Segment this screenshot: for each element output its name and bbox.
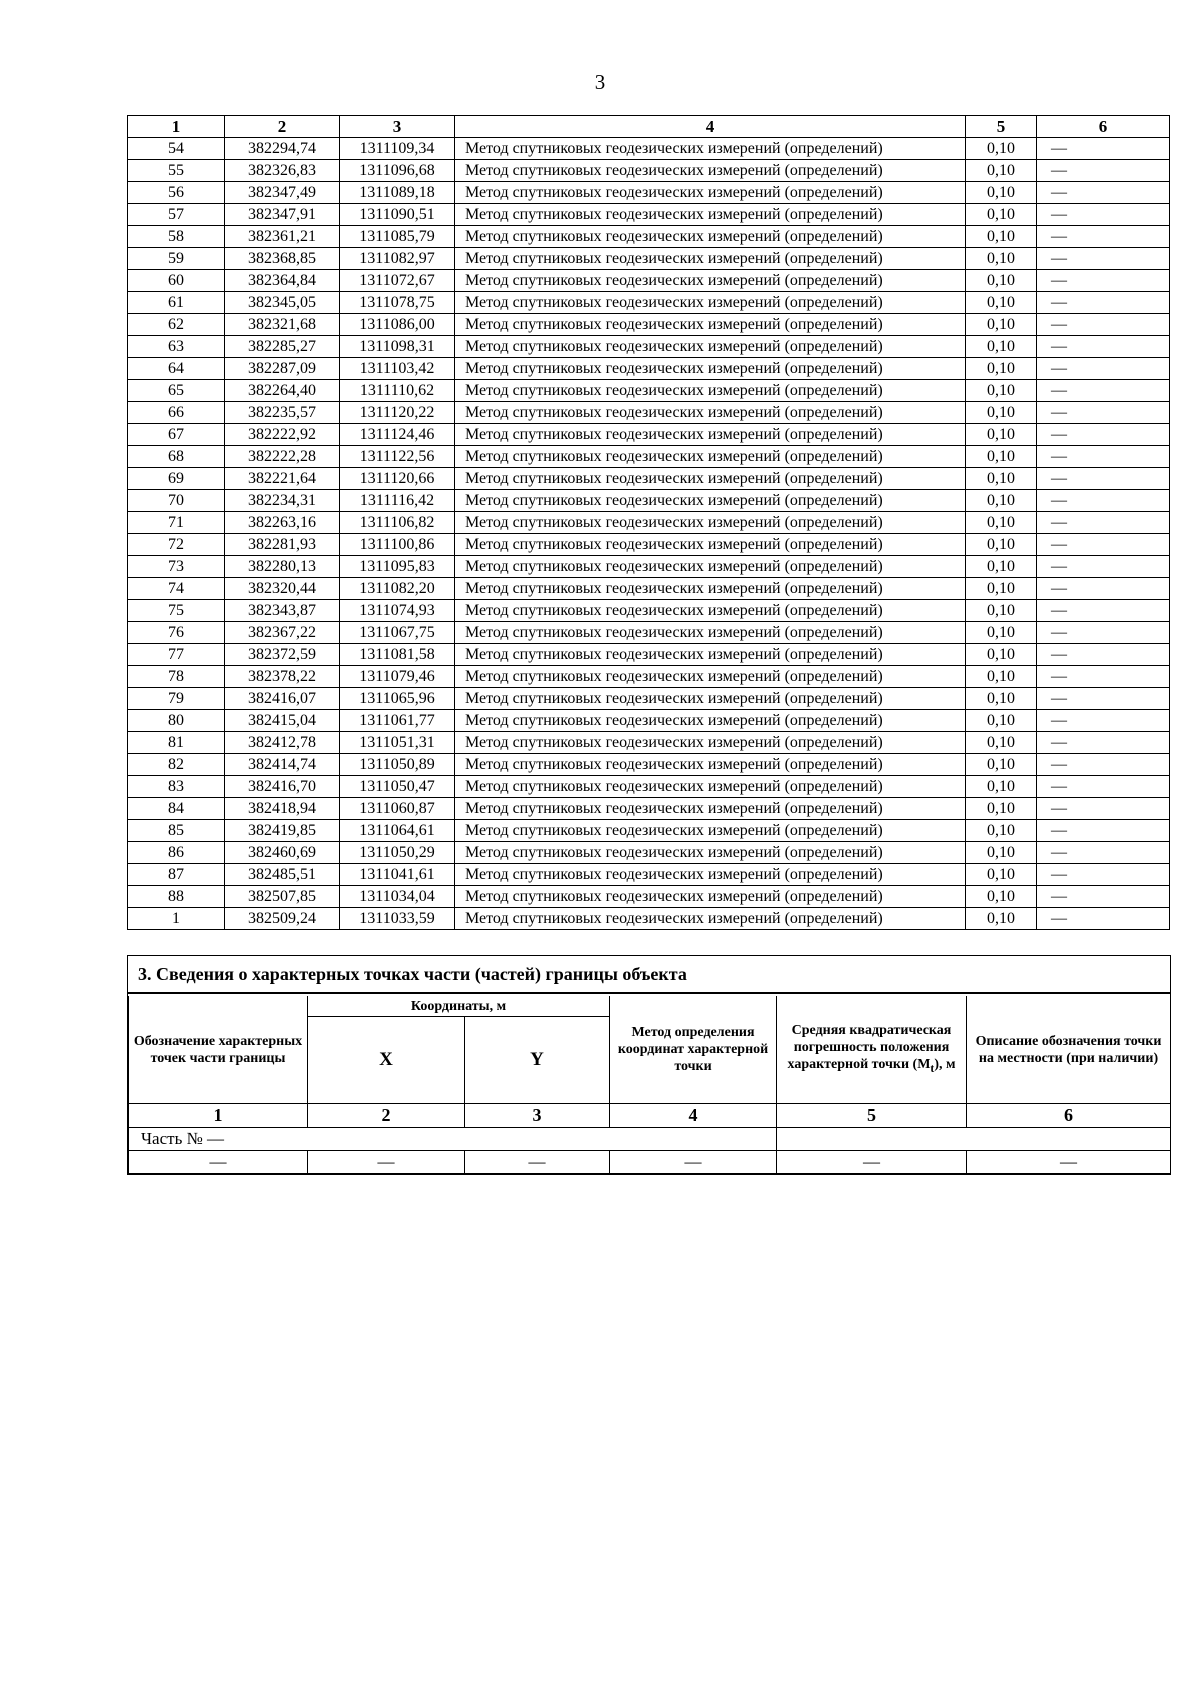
description-cell: — [1037, 468, 1170, 490]
point-number-cell: 84 [128, 798, 225, 820]
y-coordinate-cell: 1311050,89 [340, 754, 455, 776]
method-cell: Метод спутниковых геодезических измерений (определений) [455, 820, 966, 842]
y-coordinate-cell: 1311041,61 [340, 864, 455, 886]
point-number-cell: 58 [128, 226, 225, 248]
description-cell: — [1037, 336, 1170, 358]
method-cell: Метод спутниковых геодезических измерений (определений) [455, 248, 966, 270]
x-coordinate-cell: 382372,59 [225, 644, 340, 666]
coordinates-table [127, 115, 1170, 930]
table-row [128, 556, 1170, 578]
accuracy-cell: 0,10 [966, 644, 1037, 666]
method-cell: Метод спутниковых геодезических измерений (определений) [455, 424, 966, 446]
description-cell: — [1037, 358, 1170, 380]
x-coordinate-cell: 382412,78 [225, 732, 340, 754]
method-cell: Метод спутниковых геодезических измерений (определений) [455, 468, 966, 490]
y-coordinate-cell: 1311065,96 [340, 688, 455, 710]
table-row [128, 732, 1170, 754]
y-coordinate-cell: 1311120,66 [340, 468, 455, 490]
table-row [128, 402, 1170, 424]
accuracy-cell: 0,10 [966, 270, 1037, 292]
method-cell: Метод спутниковых геодезических измерений (определений) [455, 886, 966, 908]
point-number-cell: 86 [128, 842, 225, 864]
description-cell: — [1037, 556, 1170, 578]
table-row [128, 776, 1170, 798]
description-cell: — [1037, 512, 1170, 534]
point-number-cell: 61 [128, 292, 225, 314]
y-coordinate-cell: 1311106,82 [340, 512, 455, 534]
point-number-cell: 56 [128, 182, 225, 204]
y-coordinate-cell: 1311033,59 [340, 908, 455, 930]
point-number-cell: 79 [128, 688, 225, 710]
method-cell: Метод спутниковых геодезических измерений (определений) [455, 534, 966, 556]
error-header-unit: ), м [934, 1057, 956, 1073]
y-coordinate-cell: 1311067,75 [340, 622, 455, 644]
accuracy-cell: 0,10 [966, 908, 1037, 930]
x-coordinate-cell: 382264,40 [225, 380, 340, 402]
description-cell: — [1037, 424, 1170, 446]
x-coordinate-cell: 382415,04 [225, 710, 340, 732]
table-row [128, 908, 1170, 930]
column-number-5: 5 [966, 116, 1037, 138]
part-empty-row [129, 1151, 1171, 1174]
x-coordinate-cell: 382364,84 [225, 270, 340, 292]
table-row [128, 622, 1170, 644]
description-cell: — [1037, 226, 1170, 248]
table-row [128, 842, 1170, 864]
x-coordinate-cell: 382287,09 [225, 358, 340, 380]
part-label-blank [777, 1128, 1171, 1151]
method-cell: Метод спутниковых геодезических измерений (определений) [455, 908, 966, 930]
x-coordinate-cell: 382294,74 [225, 138, 340, 160]
y-coordinate-cell: 1311050,47 [340, 776, 455, 798]
y-coordinate-cell: 1311074,93 [340, 600, 455, 622]
description-cell: — [1037, 666, 1170, 688]
accuracy-cell: 0,10 [966, 666, 1037, 688]
point-number-cell: 57 [128, 204, 225, 226]
designation-header: Обозначение характерных точек части границы [129, 996, 308, 1104]
description-header: Описание обозначения точки на местности (при наличии) [967, 996, 1171, 1104]
table-row [128, 204, 1170, 226]
point-number-cell: 80 [128, 710, 225, 732]
accuracy-cell: 0,10 [966, 534, 1037, 556]
accuracy-cell: 0,10 [966, 138, 1037, 160]
description-cell: — [1037, 820, 1170, 842]
description-cell: — [1037, 886, 1170, 908]
point-number-cell: 1 [128, 908, 225, 930]
method-cell: Метод спутниковых геодезических измерений (определений) [455, 842, 966, 864]
part-points-table [128, 996, 1171, 1174]
point-number-cell: 64 [128, 358, 225, 380]
empty-cell-1: — [129, 1151, 308, 1174]
method-cell: Метод спутниковых геодезических измерений (определений) [455, 754, 966, 776]
x-header: X [308, 1017, 465, 1104]
method-cell: Метод спутниковых геодезических измерений (определений) [455, 864, 966, 886]
accuracy-cell: 0,10 [966, 842, 1037, 864]
y-header: Y [465, 1017, 610, 1104]
accuracy-cell: 0,10 [966, 226, 1037, 248]
description-cell: — [1037, 600, 1170, 622]
point-number-cell: 76 [128, 622, 225, 644]
y-coordinate-cell: 1311082,97 [340, 248, 455, 270]
method-cell: Метод спутниковых геодезических измерений (определений) [455, 776, 966, 798]
part-column-number-2: 2 [308, 1104, 465, 1128]
accuracy-cell: 0,10 [966, 160, 1037, 182]
table-row [128, 578, 1170, 600]
description-cell: — [1037, 842, 1170, 864]
table-row [128, 358, 1170, 380]
column-number-3: 3 [340, 116, 455, 138]
method-cell: Метод спутниковых геодезических измерений (определений) [455, 578, 966, 600]
column-number-1: 1 [128, 116, 225, 138]
point-number-cell: 72 [128, 534, 225, 556]
point-number-cell: 54 [128, 138, 225, 160]
y-coordinate-cell: 1311082,20 [340, 578, 455, 600]
method-cell: Метод спутниковых геодезических измерений (определений) [455, 732, 966, 754]
accuracy-cell: 0,10 [966, 182, 1037, 204]
point-number-cell: 60 [128, 270, 225, 292]
x-coordinate-cell: 382347,49 [225, 182, 340, 204]
method-cell: Метод спутниковых геодезических измерений (определений) [455, 666, 966, 688]
y-coordinate-cell: 1311078,75 [340, 292, 455, 314]
description-cell: — [1037, 908, 1170, 930]
method-cell: Метод спутниковых геодезических измерений (определений) [455, 402, 966, 424]
y-coordinate-cell: 1311095,83 [340, 556, 455, 578]
table-row [128, 138, 1170, 160]
description-cell: — [1037, 248, 1170, 270]
method-cell: Метод спутниковых геодезических измерений (определений) [455, 710, 966, 732]
y-coordinate-cell: 1311116,42 [340, 490, 455, 512]
method-cell: Метод спутниковых геодезических измерений (определений) [455, 336, 966, 358]
description-cell: — [1037, 292, 1170, 314]
table-row [128, 754, 1170, 776]
x-coordinate-cell: 382460,69 [225, 842, 340, 864]
point-number-cell: 67 [128, 424, 225, 446]
x-coordinate-cell: 382418,94 [225, 798, 340, 820]
accuracy-cell: 0,10 [966, 886, 1037, 908]
table-row [128, 710, 1170, 732]
point-number-cell: 85 [128, 820, 225, 842]
method-cell: Метод спутниковых геодезических измерений (определений) [455, 688, 966, 710]
method-cell: Метод спутниковых геодезических измерений (определений) [455, 446, 966, 468]
y-coordinate-cell: 1311124,46 [340, 424, 455, 446]
accuracy-cell: 0,10 [966, 468, 1037, 490]
coordinates-table-body [128, 138, 1170, 930]
y-coordinate-cell: 1311079,46 [340, 666, 455, 688]
table-row [128, 534, 1170, 556]
y-coordinate-cell: 1311064,61 [340, 820, 455, 842]
part-label-row [129, 1128, 1171, 1151]
accuracy-cell: 0,10 [966, 424, 1037, 446]
description-cell: — [1037, 732, 1170, 754]
y-coordinate-cell: 1311096,68 [340, 160, 455, 182]
section-3 [127, 955, 1171, 1175]
part-column-number-5: 5 [777, 1104, 967, 1128]
description-cell: — [1037, 864, 1170, 886]
section-3-title: 3. Сведения о характерных точках части (частей) границы объекта [128, 956, 1170, 994]
y-coordinate-cell: 1311089,18 [340, 182, 455, 204]
accuracy-cell: 0,10 [966, 732, 1037, 754]
description-cell: — [1037, 534, 1170, 556]
x-coordinate-cell: 382367,22 [225, 622, 340, 644]
column-number-4: 4 [455, 116, 966, 138]
x-coordinate-cell: 382361,21 [225, 226, 340, 248]
method-cell: Метод спутниковых геодезических измерений (определений) [455, 204, 966, 226]
y-coordinate-cell: 1311098,31 [340, 336, 455, 358]
x-coordinate-cell: 382280,13 [225, 556, 340, 578]
accuracy-cell: 0,10 [966, 820, 1037, 842]
description-cell: — [1037, 402, 1170, 424]
description-cell: — [1037, 446, 1170, 468]
point-number-cell: 78 [128, 666, 225, 688]
method-cell: Метод спутниковых геодезических измерений (определений) [455, 138, 966, 160]
table-row [128, 248, 1170, 270]
point-number-cell: 59 [128, 248, 225, 270]
description-cell: — [1037, 710, 1170, 732]
table-row [128, 798, 1170, 820]
page-number: 3 [594, 70, 606, 94]
description-cell: — [1037, 490, 1170, 512]
empty-cell-3: — [465, 1151, 610, 1174]
empty-cell-4: — [610, 1151, 777, 1174]
y-coordinate-cell: 1311034,04 [340, 886, 455, 908]
x-coordinate-cell: 382222,92 [225, 424, 340, 446]
point-number-cell: 77 [128, 644, 225, 666]
part-points-header-row-1 [129, 996, 1171, 1017]
table-row [128, 424, 1170, 446]
point-number-cell: 70 [128, 490, 225, 512]
x-coordinate-cell: 382221,64 [225, 468, 340, 490]
coordinates-header: Координаты, м [308, 996, 610, 1017]
description-cell: — [1037, 380, 1170, 402]
y-coordinate-cell: 1311085,79 [340, 226, 455, 248]
part-points-number-row [129, 1104, 1171, 1128]
point-number-cell: 65 [128, 380, 225, 402]
accuracy-cell: 0,10 [966, 556, 1037, 578]
table-row [128, 182, 1170, 204]
x-coordinate-cell: 382416,07 [225, 688, 340, 710]
x-coordinate-cell: 382368,85 [225, 248, 340, 270]
y-coordinate-cell: 1311100,86 [340, 534, 455, 556]
table-row [128, 490, 1170, 512]
error-header-text: Средняя квадратическая погрешность положения характерной точки (M [787, 1023, 952, 1073]
point-number-cell: 62 [128, 314, 225, 336]
accuracy-cell: 0,10 [966, 710, 1037, 732]
y-coordinate-cell: 1311103,42 [340, 358, 455, 380]
table-row [128, 446, 1170, 468]
method-cell: Метод спутниковых геодезических измерений (определений) [455, 314, 966, 336]
y-coordinate-cell: 1311060,87 [340, 798, 455, 820]
accuracy-cell: 0,10 [966, 512, 1037, 534]
table-row [128, 820, 1170, 842]
accuracy-cell: 0,10 [966, 622, 1037, 644]
table-row [128, 468, 1170, 490]
description-cell: — [1037, 204, 1170, 226]
y-coordinate-cell: 1311109,34 [340, 138, 455, 160]
method-cell: Метод спутниковых геодезических измерений (определений) [455, 358, 966, 380]
column-number-2: 2 [225, 116, 340, 138]
y-coordinate-cell: 1311061,77 [340, 710, 455, 732]
x-coordinate-cell: 382343,87 [225, 600, 340, 622]
y-coordinate-cell: 1311051,31 [340, 732, 455, 754]
x-coordinate-cell: 382320,44 [225, 578, 340, 600]
point-number-cell: 81 [128, 732, 225, 754]
point-number-cell: 74 [128, 578, 225, 600]
description-cell: — [1037, 160, 1170, 182]
accuracy-cell: 0,10 [966, 864, 1037, 886]
method-cell: Метод спутниковых геодезических измерений (определений) [455, 292, 966, 314]
method-cell: Метод спутниковых геодезических измерений (определений) [455, 490, 966, 512]
accuracy-cell: 0,10 [966, 776, 1037, 798]
y-coordinate-cell: 1311120,22 [340, 402, 455, 424]
method-cell: Метод спутниковых геодезических измерений (определений) [455, 600, 966, 622]
table-row [128, 644, 1170, 666]
x-coordinate-cell: 382235,57 [225, 402, 340, 424]
point-number-cell: 87 [128, 864, 225, 886]
empty-cell-2: — [308, 1151, 465, 1174]
description-cell: — [1037, 578, 1170, 600]
method-cell: Метод спутниковых геодезических измерений (определений) [455, 380, 966, 402]
empty-cell-5: — [777, 1151, 967, 1174]
accuracy-cell: 0,10 [966, 292, 1037, 314]
table-row [128, 270, 1170, 292]
column-number-6: 6 [1037, 116, 1170, 138]
y-coordinate-cell: 1311090,51 [340, 204, 455, 226]
x-coordinate-cell: 382347,91 [225, 204, 340, 226]
method-header: Метод определения координат характерной точки [610, 996, 777, 1104]
y-coordinate-cell: 1311072,67 [340, 270, 455, 292]
coordinates-table-header-row [128, 116, 1170, 138]
table-row [128, 600, 1170, 622]
part-label: Часть № — [129, 1128, 777, 1151]
point-number-cell: 73 [128, 556, 225, 578]
method-cell: Метод спутниковых геодезических измерений (определений) [455, 182, 966, 204]
accuracy-cell: 0,10 [966, 380, 1037, 402]
description-cell: — [1037, 314, 1170, 336]
accuracy-cell: 0,10 [966, 248, 1037, 270]
x-coordinate-cell: 382281,93 [225, 534, 340, 556]
description-cell: — [1037, 138, 1170, 160]
method-cell: Метод спутниковых геодезических измерений (определений) [455, 512, 966, 534]
x-coordinate-cell: 382416,70 [225, 776, 340, 798]
part-column-number-1: 1 [129, 1104, 308, 1128]
accuracy-cell: 0,10 [966, 754, 1037, 776]
accuracy-cell: 0,10 [966, 578, 1037, 600]
x-coordinate-cell: 382263,16 [225, 512, 340, 534]
table-row [128, 886, 1170, 908]
y-coordinate-cell: 1311122,56 [340, 446, 455, 468]
x-coordinate-cell: 382378,22 [225, 666, 340, 688]
point-number-cell: 71 [128, 512, 225, 534]
accuracy-cell: 0,10 [966, 490, 1037, 512]
table-row [128, 380, 1170, 402]
method-cell: Метод спутниковых геодезических измерений (определений) [455, 798, 966, 820]
point-number-cell: 68 [128, 446, 225, 468]
y-coordinate-cell: 1311110,62 [340, 380, 455, 402]
description-cell: — [1037, 688, 1170, 710]
table-row [128, 864, 1170, 886]
table-row [128, 314, 1170, 336]
method-cell: Метод спутниковых геодезических измерений (определений) [455, 644, 966, 666]
description-cell: — [1037, 754, 1170, 776]
x-coordinate-cell: 382485,51 [225, 864, 340, 886]
table-row [128, 160, 1170, 182]
method-cell: Метод спутниковых геодезических измерений (определений) [455, 556, 966, 578]
accuracy-cell: 0,10 [966, 798, 1037, 820]
table-row [128, 336, 1170, 358]
point-number-cell: 66 [128, 402, 225, 424]
y-coordinate-cell: 1311086,00 [340, 314, 455, 336]
y-coordinate-cell: 1311081,58 [340, 644, 455, 666]
x-coordinate-cell: 382509,24 [225, 908, 340, 930]
accuracy-cell: 0,10 [966, 446, 1037, 468]
part-column-number-6: 6 [967, 1104, 1171, 1128]
method-cell: Метод спутниковых геодезических измерений (определений) [455, 622, 966, 644]
point-number-cell: 75 [128, 600, 225, 622]
point-number-cell: 63 [128, 336, 225, 358]
table-row [128, 292, 1170, 314]
x-coordinate-cell: 382234,31 [225, 490, 340, 512]
description-cell: — [1037, 776, 1170, 798]
point-number-cell: 82 [128, 754, 225, 776]
method-cell: Метод спутниковых геодезических измерений (определений) [455, 270, 966, 292]
error-header [777, 996, 967, 1104]
table-row [128, 226, 1170, 248]
x-coordinate-cell: 382414,74 [225, 754, 340, 776]
point-number-cell: 88 [128, 886, 225, 908]
method-cell: Метод спутниковых геодезических измерений (определений) [455, 160, 966, 182]
accuracy-cell: 0,10 [966, 358, 1037, 380]
description-cell: — [1037, 182, 1170, 204]
x-coordinate-cell: 382345,05 [225, 292, 340, 314]
x-coordinate-cell: 382507,85 [225, 886, 340, 908]
description-cell: — [1037, 644, 1170, 666]
table-row [128, 688, 1170, 710]
table-row [128, 512, 1170, 534]
x-coordinate-cell: 382285,27 [225, 336, 340, 358]
empty-cell-6: — [967, 1151, 1171, 1174]
x-coordinate-cell: 382326,83 [225, 160, 340, 182]
accuracy-cell: 0,10 [966, 402, 1037, 424]
table-row [128, 666, 1170, 688]
y-coordinate-cell: 1311050,29 [340, 842, 455, 864]
accuracy-cell: 0,10 [966, 600, 1037, 622]
x-coordinate-cell: 382222,28 [225, 446, 340, 468]
x-coordinate-cell: 382419,85 [225, 820, 340, 842]
x-coordinate-cell: 382321,68 [225, 314, 340, 336]
error-header-subscript: t [930, 1061, 935, 1075]
accuracy-cell: 0,10 [966, 204, 1037, 226]
accuracy-cell: 0,10 [966, 688, 1037, 710]
description-cell: — [1037, 798, 1170, 820]
accuracy-cell: 0,10 [966, 314, 1037, 336]
point-number-cell: 69 [128, 468, 225, 490]
accuracy-cell: 0,10 [966, 336, 1037, 358]
part-column-number-4: 4 [610, 1104, 777, 1128]
description-cell: — [1037, 270, 1170, 292]
description-cell: — [1037, 622, 1170, 644]
point-number-cell: 55 [128, 160, 225, 182]
part-column-number-3: 3 [465, 1104, 610, 1128]
method-cell: Метод спутниковых геодезических измерений (определений) [455, 226, 966, 248]
point-number-cell: 83 [128, 776, 225, 798]
